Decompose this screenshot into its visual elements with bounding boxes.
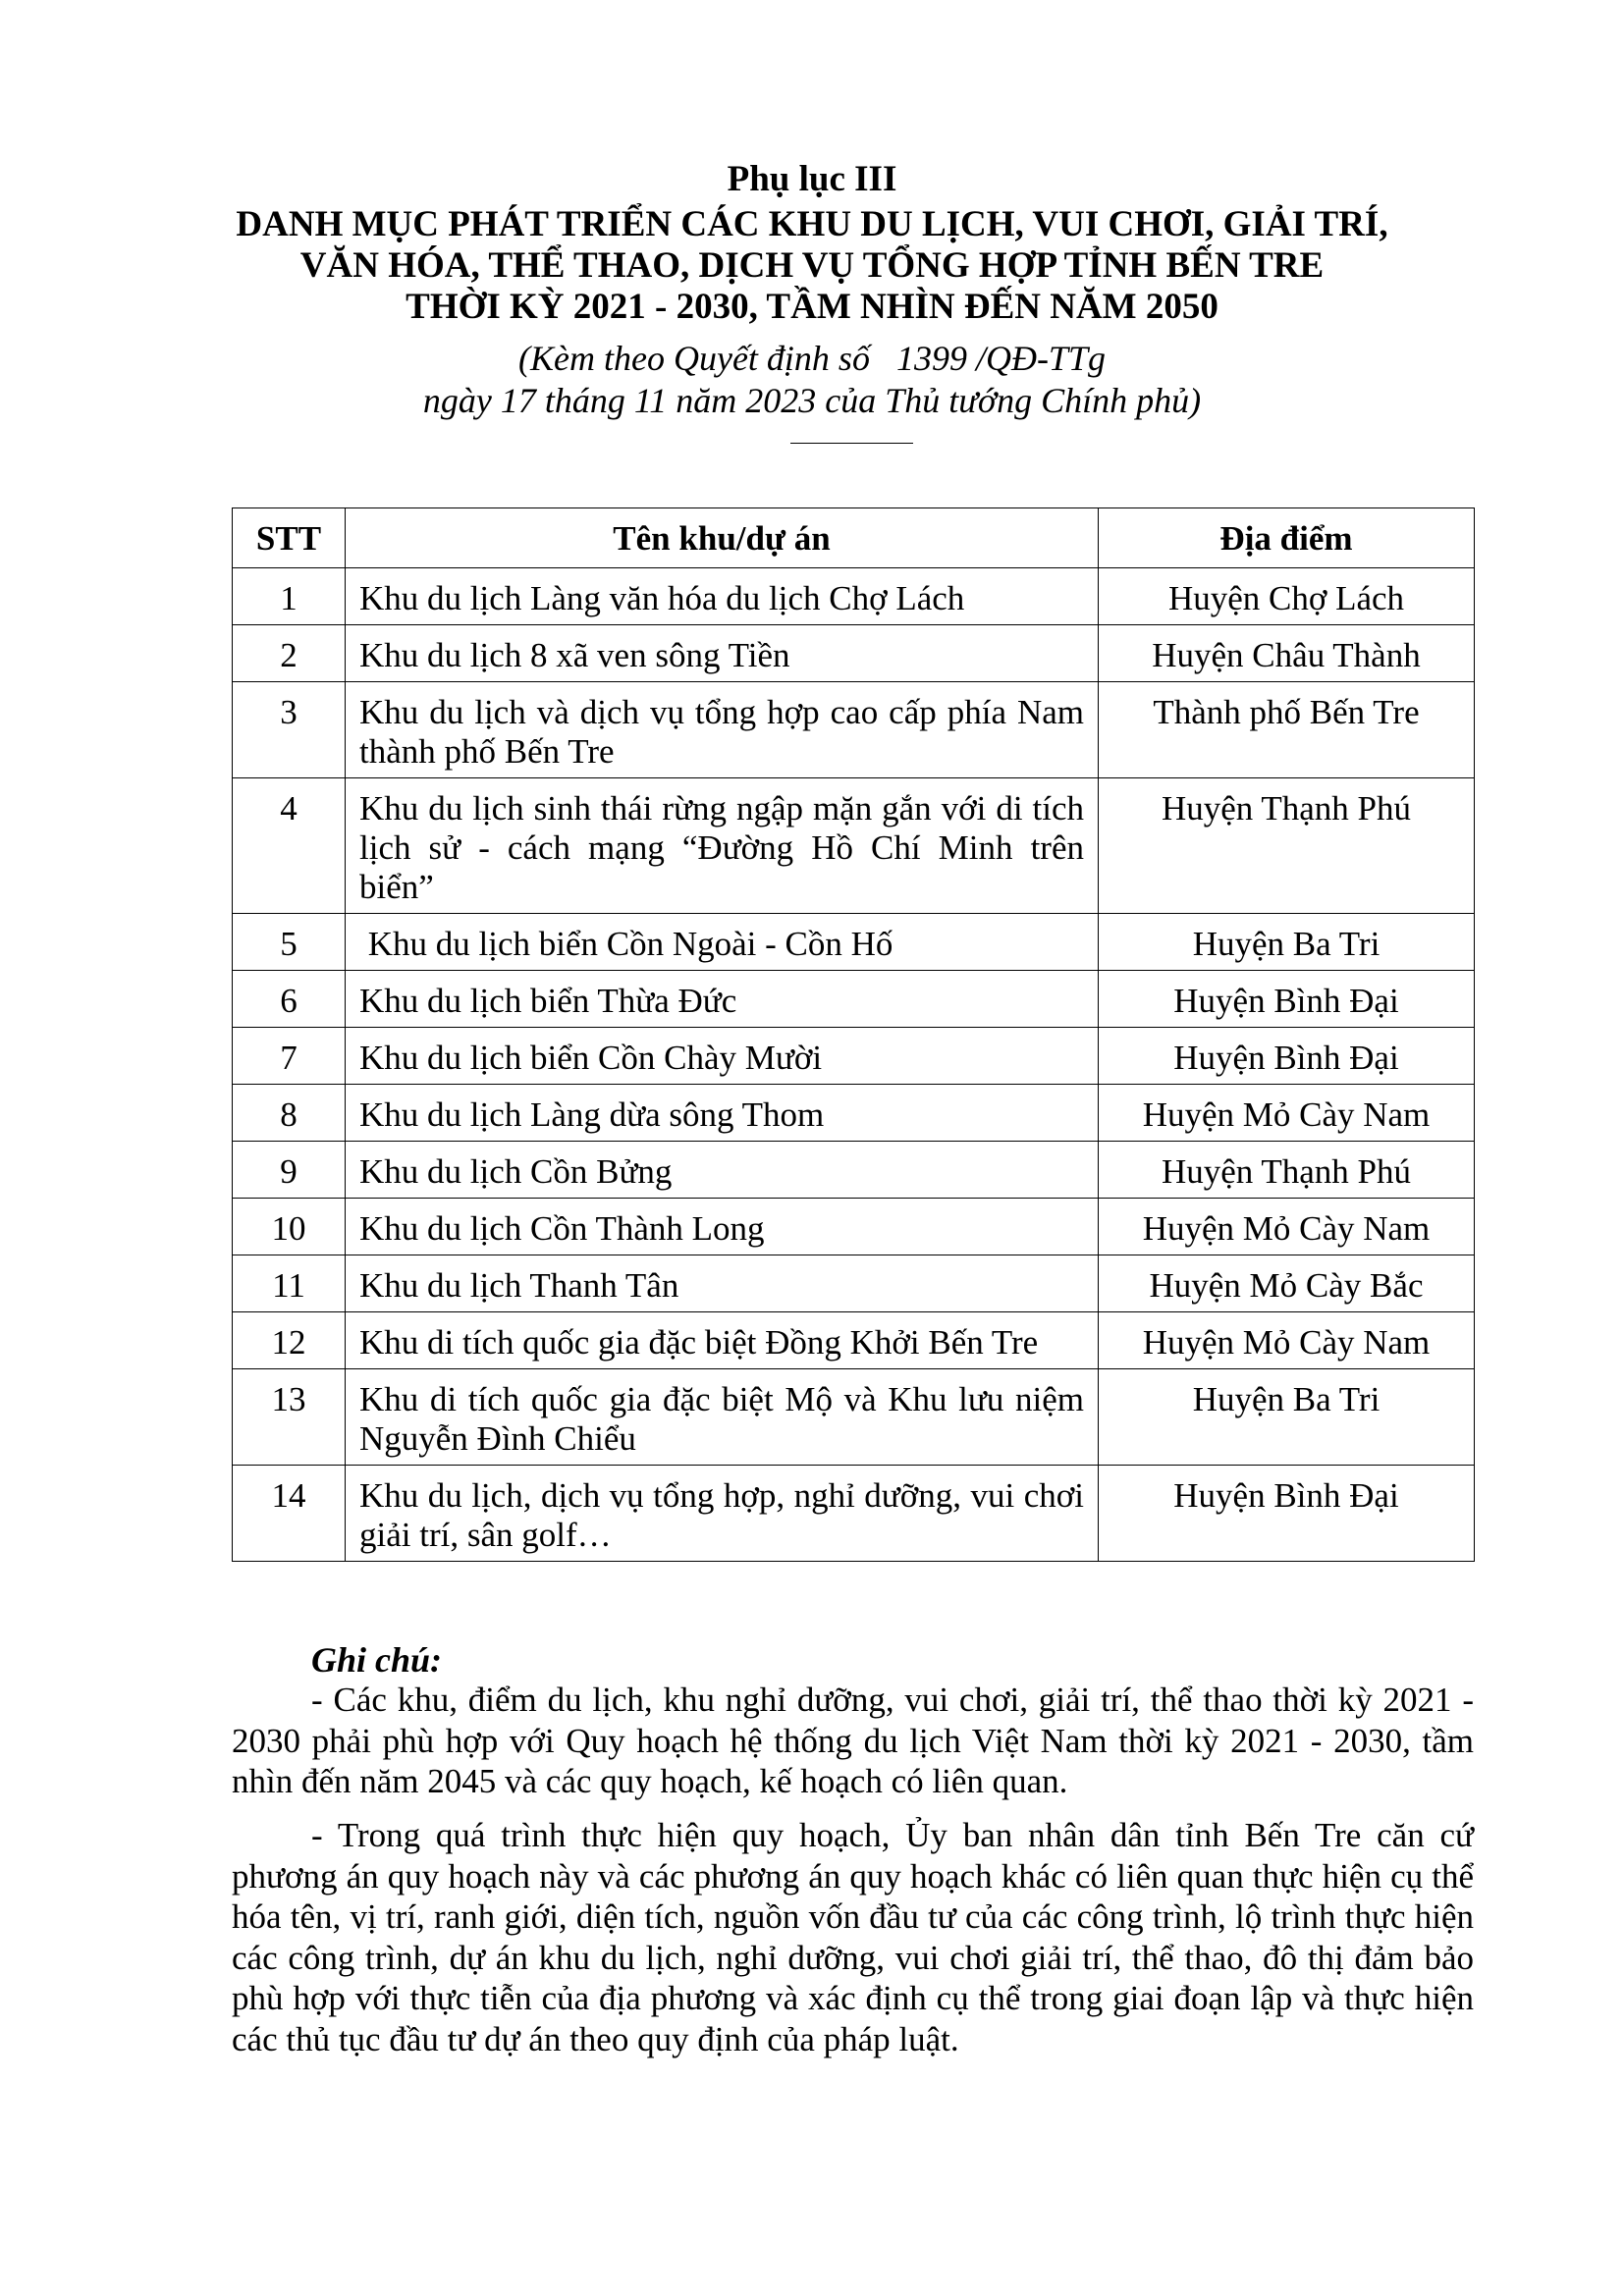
row-name: Khu du lịch và dịch vụ tổng hợp cao cấp phía Nam thành phố Bến Tre xyxy=(346,682,1099,778)
row-location: Huyện Ba Tri xyxy=(1099,914,1475,971)
row-stt: 6 xyxy=(233,971,346,1028)
row-stt: 2 xyxy=(233,625,346,682)
appendix-label: Phụ lục III xyxy=(727,159,897,199)
table-row xyxy=(233,568,1475,625)
row-name: Khu du lịch 8 xã ven sông Tiền xyxy=(346,625,1099,682)
row-location: Huyện Mỏ Cày Bắc xyxy=(1099,1255,1475,1312)
row-location: Huyện Thạnh Phú xyxy=(1099,778,1475,914)
table-row xyxy=(233,682,1475,778)
row-location: Huyện Chợ Lách xyxy=(1099,568,1475,625)
separator-line xyxy=(790,443,913,444)
table-row xyxy=(233,1369,1475,1466)
table-row xyxy=(233,914,1475,971)
row-name: Khu du lịch biển Cồn Ngoài - Cồn Hố xyxy=(346,914,1099,971)
row-name: Khu du lịch Cồn Thành Long xyxy=(346,1199,1099,1255)
table-row xyxy=(233,1199,1475,1255)
row-name: Khu du lịch, dịch vụ tổng hợp, nghỉ dưỡng, vui chơi giải trí, sân golf… xyxy=(346,1466,1099,1562)
row-name: Khu du lịch Thanh Tân xyxy=(346,1255,1099,1312)
row-name: Khu du lịch sinh thái rừng ngập mặn gắn với di tích lịch sử - cách mạng “Đường Hồ Chí Minh trên biển” xyxy=(346,778,1099,914)
table-row xyxy=(233,1028,1475,1085)
notes-heading: Ghi chú: xyxy=(311,1640,443,1680)
row-stt: 10 xyxy=(233,1199,346,1255)
row-stt: 14 xyxy=(233,1466,346,1562)
table-row xyxy=(233,971,1475,1028)
row-location: Huyện Ba Tri xyxy=(1099,1369,1475,1466)
table-body xyxy=(233,568,1475,1562)
row-location: Huyện Mỏ Cày Nam xyxy=(1099,1085,1475,1142)
row-name: Khu du lịch biển Cồn Chày Mười xyxy=(346,1028,1099,1085)
row-name: Khu du lịch Làng dừa sông Thom xyxy=(346,1085,1099,1142)
table-header-row xyxy=(233,508,1475,568)
row-name: Khu di tích quốc gia đặc biệt Mộ và Khu lưu niệm Nguyễn Đình Chiểu xyxy=(346,1369,1099,1466)
row-stt: 5 xyxy=(233,914,346,971)
attachment-line-2: ngày 17 tháng 11 năm 2023 của Thủ tướng Chính phủ) xyxy=(422,381,1202,420)
column-header-location: Địa điểm xyxy=(1099,508,1475,568)
row-name: Khu du lịch Cồn Bửng xyxy=(346,1142,1099,1199)
row-location: Huyện Mỏ Cày Nam xyxy=(1099,1199,1475,1255)
row-name: Khu di tích quốc gia đặc biệt Đồng Khởi Bến Tre xyxy=(346,1312,1099,1369)
project-table xyxy=(232,507,1475,1562)
title-line-3: THỜI KỲ 2021 - 2030, TẦM NHÌN ĐẾN NĂM 2050 xyxy=(406,287,1218,327)
table-row xyxy=(233,1312,1475,1369)
row-stt: 12 xyxy=(233,1312,346,1369)
note-paragraph: - Trong quá trình thực hiện quy hoạch, Ủy ban nhân dân tỉnh Bến Tre căn cứ phương án quy hoạch này và các phương án quy hoạch khác có liên quan thực hiện cụ thể hóa tên, vị trí, ranh giới, diện tích, nguồn vốn đầu tư của các công trình, lộ trình thực hiện các công trình, dự án khu du lịch, nghỉ dưỡng, vui chơi giải trí, thể thao, đô thị đảm bảo phù hợp với thực tiễn của địa phương và xác định cụ thể trong giai đoạn lập và thực hiện các thủ tục đầu tư dự án theo quy định của pháp luật. xyxy=(232,1816,1474,2058)
row-location: Huyện Thạnh Phú xyxy=(1099,1142,1475,1199)
row-location: Huyện Bình Đại xyxy=(1099,1028,1475,1085)
attachment-line-1: (Kèm theo Quyết định số 1399 /QĐ-TTg xyxy=(518,339,1106,378)
table-row xyxy=(233,1466,1475,1562)
table-row xyxy=(233,778,1475,914)
table-row xyxy=(233,625,1475,682)
title-line-1: DANH MỤC PHÁT TRIỂN CÁC KHU DU LỊCH, VUI CHƠI, GIẢI TRÍ, xyxy=(236,204,1388,244)
row-name: Khu du lịch biển Thừa Đức xyxy=(346,971,1099,1028)
row-name: Khu du lịch Làng văn hóa du lịch Chợ Lách xyxy=(346,568,1099,625)
title-line-2: VĂN HÓA, THỂ THAO, DỊCH VỤ TỔNG HỢP TỈNH BẾN TRE xyxy=(299,245,1325,286)
document-title xyxy=(0,204,1624,328)
row-stt: 4 xyxy=(233,778,346,914)
column-header-stt: STT xyxy=(233,508,346,568)
row-stt: 1 xyxy=(233,568,346,625)
attachment-note xyxy=(0,338,1624,422)
table-row xyxy=(233,1255,1475,1312)
row-stt: 8 xyxy=(233,1085,346,1142)
row-stt: 9 xyxy=(233,1142,346,1199)
table-row xyxy=(233,1085,1475,1142)
row-location: Huyện Bình Đại xyxy=(1099,1466,1475,1562)
column-header-name: Tên khu/dự án xyxy=(346,508,1099,568)
note-paragraph: - Các khu, điểm du lịch, khu nghỉ dưỡng, vui chơi, giải trí, thể thao thời kỳ 2021 - 2030 phải phù hợp với Quy hoạch hệ thống du lịch Việt Nam thời kỳ 2021 - 2030, tầm nhìn đến năm 2045 và các quy hoạch, kế hoạch có liên quan. xyxy=(232,1681,1474,1800)
row-stt: 13 xyxy=(233,1369,346,1466)
row-stt: 11 xyxy=(233,1255,346,1312)
row-location: Thành phố Bến Tre xyxy=(1099,682,1475,778)
row-location: Huyện Mỏ Cày Nam xyxy=(1099,1312,1475,1369)
row-stt: 7 xyxy=(233,1028,346,1085)
table-row xyxy=(233,1142,1475,1199)
row-location: Huyện Bình Đại xyxy=(1099,971,1475,1028)
row-stt: 3 xyxy=(233,682,346,778)
row-location: Huyện Châu Thành xyxy=(1099,625,1475,682)
